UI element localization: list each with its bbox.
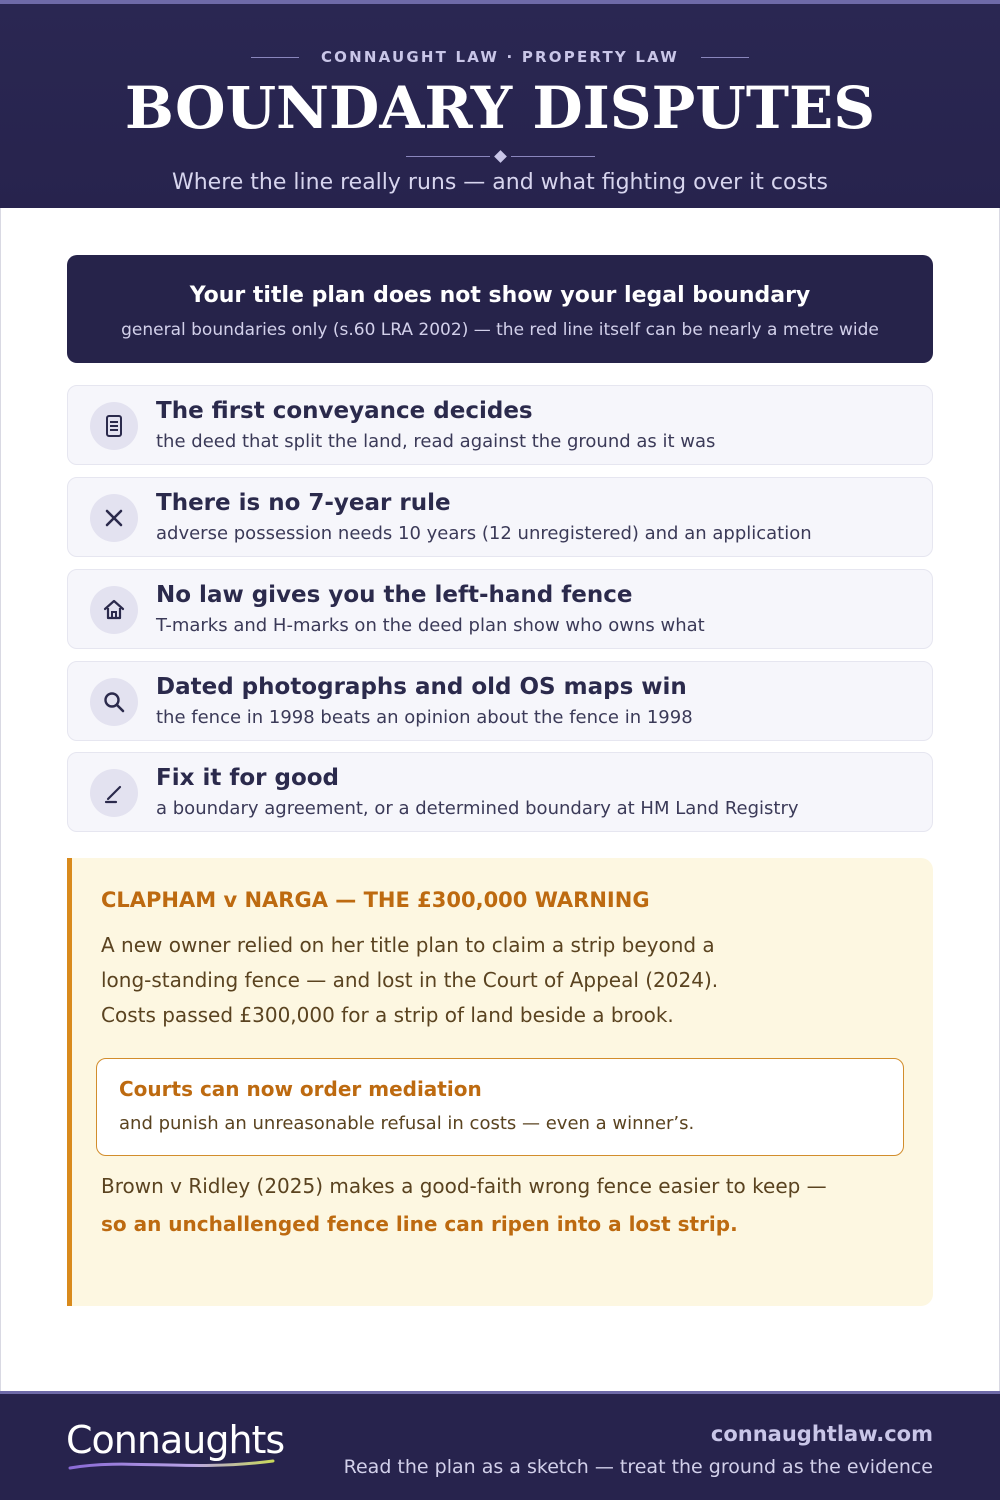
x-icon — [90, 494, 138, 542]
divider-rule-right — [511, 156, 595, 157]
card-subtitle: the deed that split the land, read against the ground as it was — [156, 431, 716, 452]
card-title: Fix it for good — [156, 765, 340, 791]
footer-tagline: Read the plan as a sketch — treat the ground as the evidence — [343, 1456, 933, 1478]
page-subtitle: Where the line really runs — and what fighting over it costs — [171, 170, 829, 195]
card-first-conveyance — [67, 385, 933, 465]
warning-body-line: Costs passed £300,000 for a strip of land beside a brook. — [101, 1003, 674, 1027]
key-callout — [67, 255, 933, 363]
mediation-note — [96, 1058, 904, 1156]
mediation-subtitle: and punish an unreasonable refusal in costs — even a winner’s. — [119, 1113, 695, 1134]
case-warning-panel — [67, 858, 933, 1306]
header-banner — [0, 0, 1000, 208]
kicker: CONNAUGHT LAW · PROPERTY LAW — [320, 48, 680, 66]
divider-rule-left — [406, 156, 490, 157]
card-fix-it-for-good — [67, 752, 933, 832]
search-icon — [90, 678, 138, 726]
title-divider — [0, 152, 1000, 161]
kicker-rule-right — [701, 57, 749, 58]
warning-body-line: A new owner relied on her title plan to claim a strip beyond a — [101, 933, 715, 957]
kicker-row — [0, 48, 1000, 66]
pen-icon — [90, 769, 138, 817]
website-link[interactable]: connaughtlaw.com — [710, 1422, 933, 1446]
card-subtitle: a boundary agreement, or a determined boundary at HM Land Registry — [156, 798, 799, 819]
card-subtitle: T-marks and H-marks on the deed plan show who owns what — [156, 615, 705, 636]
connaughts-logo — [66, 1418, 296, 1478]
card-title: There is no 7-year rule — [156, 490, 451, 516]
fence-line-warning: so an unchallenged fence line can ripen into a lost strip. — [101, 1212, 738, 1236]
card-title: The first conveyance decides — [156, 398, 533, 424]
diamond-icon — [494, 150, 507, 163]
callout-title: Your title plan does not show your legal boundary — [189, 283, 811, 308]
mediation-title: Courts can now order mediation — [119, 1077, 482, 1101]
card-no-7-year-rule — [67, 477, 933, 557]
card-dated-photographs — [67, 661, 933, 741]
kicker-rule-left — [251, 57, 299, 58]
footer — [0, 1391, 1000, 1500]
house-icon — [90, 586, 138, 634]
warning-body — [101, 928, 801, 1033]
brown-v-ridley-note: Brown v Ridley (2025) makes a good-faith wrong fence easier to keep — — [101, 1174, 827, 1198]
card-title: Dated photographs and old OS maps win — [156, 674, 687, 700]
warning-body-line: long-standing fence — and lost in the Court of Appeal (2024). — [101, 968, 719, 992]
document-icon — [90, 402, 138, 450]
page-title: BOUNDARY DISPUTES — [124, 74, 876, 142]
card-left-hand-fence — [67, 569, 933, 649]
callout-subtitle: general boundaries only (s.60 LRA 2002) — the red line itself can be nearly a metre wide — [121, 320, 879, 340]
logo-swoosh-icon — [68, 1458, 278, 1472]
card-subtitle: adverse possession needs 10 years (12 unregistered) and an application — [156, 523, 812, 544]
warning-title: CLAPHAM v NARGA — THE £300,000 WARNING — [101, 888, 650, 912]
card-title: No law gives you the left-hand fence — [156, 582, 633, 608]
logo-wordmark: Connaughts — [66, 1418, 285, 1462]
card-subtitle: the fence in 1998 beats an opinion about the fence in 1998 — [156, 707, 693, 728]
